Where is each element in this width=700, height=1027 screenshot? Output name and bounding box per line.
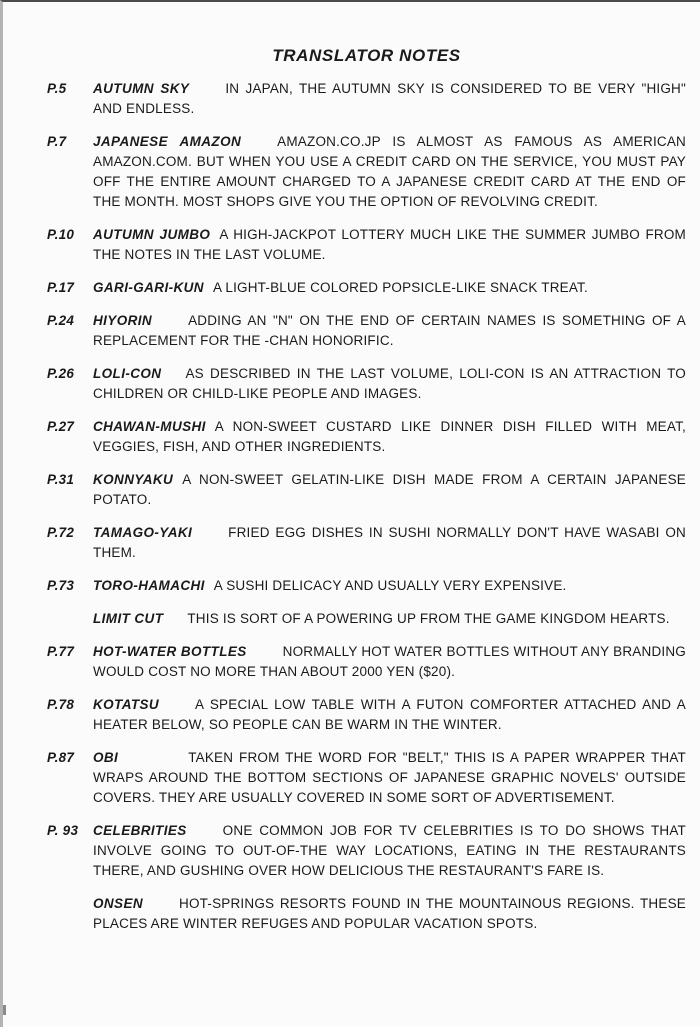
note-body [93, 894, 686, 934]
note-entry [47, 278, 686, 298]
note-term: LIMIT CUT [93, 611, 164, 626]
note-body [93, 470, 686, 510]
note-term: KONNYAKU [93, 472, 174, 487]
page-ref: P.17 [47, 280, 75, 295]
note-entry [47, 523, 686, 563]
note-body [93, 278, 686, 298]
note-entry [47, 417, 686, 457]
note-body [93, 642, 686, 682]
term-gap [143, 907, 179, 908]
note-entry [47, 894, 686, 934]
note-text: IN JAPAN, THE AUTUMN SKY IS CONSIDERED TO BE VERY "HIGH" AND ENDLESS. [93, 81, 687, 116]
note-entry [47, 748, 686, 808]
note-text: A SPECIAL LOW TABLE WITH A FUTON COMFORTER ATTACHED AND A HEATER BELOW, SO PEOPLE CAN BE WARM IN THE WINTER. [93, 697, 686, 732]
term-gap [163, 622, 187, 623]
page-ref: P.87 [47, 750, 75, 765]
note-term: CELEBRITIES [93, 823, 187, 838]
term-gap [173, 483, 182, 484]
note-term: TORO-HAMACHI [93, 578, 205, 593]
note-text: A HIGH-JACKPOT LOTTERY MUCH LIKE THE SUMMER JUMBO FROM THE NOTES IN THE LAST VOLUME. [93, 227, 687, 262]
term-gap [189, 92, 225, 93]
note-entry [47, 695, 686, 735]
page-title: TRANSLATOR NOTES [272, 46, 461, 65]
note-body [93, 132, 686, 212]
note-entry [47, 132, 686, 212]
term-gap [159, 708, 195, 709]
note-body [93, 609, 686, 629]
note-body [93, 523, 686, 563]
note-body [93, 79, 686, 119]
note-term: AUTUMN JUMBO [93, 227, 211, 242]
page-ref: P.77 [47, 644, 75, 659]
term-gap [161, 377, 185, 378]
page-ref: P.10 [47, 227, 75, 242]
term-gap [241, 145, 277, 146]
note-term: OBI [93, 750, 119, 765]
note-body [93, 748, 686, 808]
note-entry [47, 311, 686, 351]
page-ref: P.73 [47, 578, 75, 593]
page-ref: P.24 [47, 313, 75, 328]
note-entry [47, 821, 686, 881]
term-gap [204, 291, 213, 292]
note-entry [47, 470, 686, 510]
note-text: THIS IS SORT OF A POWERING UP FROM THE GAME KINGDOM HEARTS. [187, 611, 670, 626]
page-ref [47, 609, 93, 629]
note-term: AUTUMN SKY [93, 81, 190, 96]
note-term: JAPANESE AMAZON [93, 134, 242, 149]
note-text: ADDING AN "N" ON THE END OF CERTAIN NAMES IS SOMETHING OF A REPLACEMENT FOR THE -CHAN HONORIFIC. [93, 313, 686, 348]
term-gap [206, 430, 215, 431]
term-gap [187, 834, 223, 835]
page-ref: P.7 [47, 134, 67, 149]
note-body [93, 311, 686, 351]
note-text: AMAZON.CO.JP IS ALMOST AS FAMOUS AS AMERICAN AMAZON.COM. BUT WHEN YOU USE A CREDIT CARD ON THE SERVICE, YOU MUST PAY OFF THE ENTIRE AMOUNT CHARGED TO A JAPANESE CREDIT CARD AT THE END OF THE MONTH. MOST SHOPS GIVE YOU THE OPTION OF REVOLVING CREDIT. [93, 134, 687, 209]
note-body [93, 821, 686, 881]
page-ref: P. 93 [47, 823, 79, 838]
note-body [93, 417, 686, 457]
term-gap [118, 761, 188, 762]
page-ref: P.5 [47, 81, 67, 96]
note-text: HOT-SPRINGS RESORTS FOUND IN THE MOUNTAINOUS REGIONS. THESE PLACES ARE WINTER REFUGES AND POPULAR VACATION SPOTS. [93, 896, 686, 931]
term-gap [152, 324, 188, 325]
page-ref: P.72 [47, 525, 75, 540]
note-term: CHAWAN-MUSHI [93, 419, 206, 434]
note-term: LOLI-CON [93, 366, 162, 381]
note-text: NORMALLY HOT WATER BOTTLES WITHOUT ANY BRANDING WOULD COST NO MORE THAN ABOUT 2000 YEN ($20). [93, 644, 686, 679]
page-ref: P.26 [47, 366, 75, 381]
scan-edge-artifact [3, 1005, 6, 1015]
note-term: ONSEN [93, 896, 144, 911]
note-text: A NON-SWEET CUSTARD LIKE DINNER DISH FILLED WITH MEAT, VEGGIES, FISH, AND OTHER INGREDIENTS. [93, 419, 686, 454]
term-gap [205, 589, 214, 590]
note-term: HOT-WATER BOTTLES [93, 644, 247, 659]
page-ref: P.78 [47, 697, 75, 712]
note-text: A NON-SWEET GELATIN-LIKE DISH MADE FROM A CERTAIN JAPANESE POTATO. [93, 472, 686, 507]
note-entry [47, 225, 686, 265]
note-term: GARI-GARI-KUN [93, 280, 204, 295]
note-entry [47, 609, 686, 629]
note-body [93, 364, 686, 404]
note-term: HIYORIN [93, 313, 153, 328]
note-text: FRIED EGG DISHES IN SUSHI NORMALLY DON'T HAVE WASABI ON THEM. [93, 525, 686, 560]
note-text: ONE COMMON JOB FOR TV CELEBRITIES IS TO DO SHOWS THAT INVOLVE GOING TO OUT-OF-THE WAY LOCATIONS, EATING IN THE RESTAURANTS THERE, AND GUSHING OVER HOW DELICIOUS THE RESTAURANT'S FARE IS. [93, 823, 686, 878]
note-body [93, 576, 686, 596]
page-ref: P.31 [47, 472, 75, 487]
term-gap [210, 238, 219, 239]
page-ref [47, 894, 93, 934]
note-term: TAMAGO-YAKI [93, 525, 193, 540]
note-text: A LIGHT-BLUE COLORED POPSICLE-LIKE SNACK TREAT. [212, 280, 588, 295]
note-entry [47, 364, 686, 404]
term-gap [192, 536, 228, 537]
note-text: AS DESCRIBED IN THE LAST VOLUME, LOLI-CON IS AN ATTRACTION TO CHILDREN OR CHILD-LIKE PEOPLE AND IMAGES. [93, 366, 686, 401]
note-text: A SUSHI DELICACY AND USUALLY VERY EXPENSIVE. [213, 578, 567, 593]
note-entry [47, 79, 686, 119]
note-body [93, 695, 686, 735]
note-body [93, 225, 686, 265]
note-text: TAKEN FROM THE WORD FOR "BELT," THIS IS A PAPER WRAPPER THAT WRAPS AROUND THE BOTTOM SECTIONS OF JAPANESE GRAPHIC NOVELS' OUTSIDE COVERS. THEY ARE USUALLY COVERED IN SOME SORT OF ADVERTISEMENT. [93, 750, 686, 805]
page-ref: P.27 [47, 419, 75, 434]
note-entry [47, 642, 686, 682]
note-term: KOTATSU [93, 697, 160, 712]
term-gap [247, 655, 283, 656]
note-entry [47, 576, 686, 596]
